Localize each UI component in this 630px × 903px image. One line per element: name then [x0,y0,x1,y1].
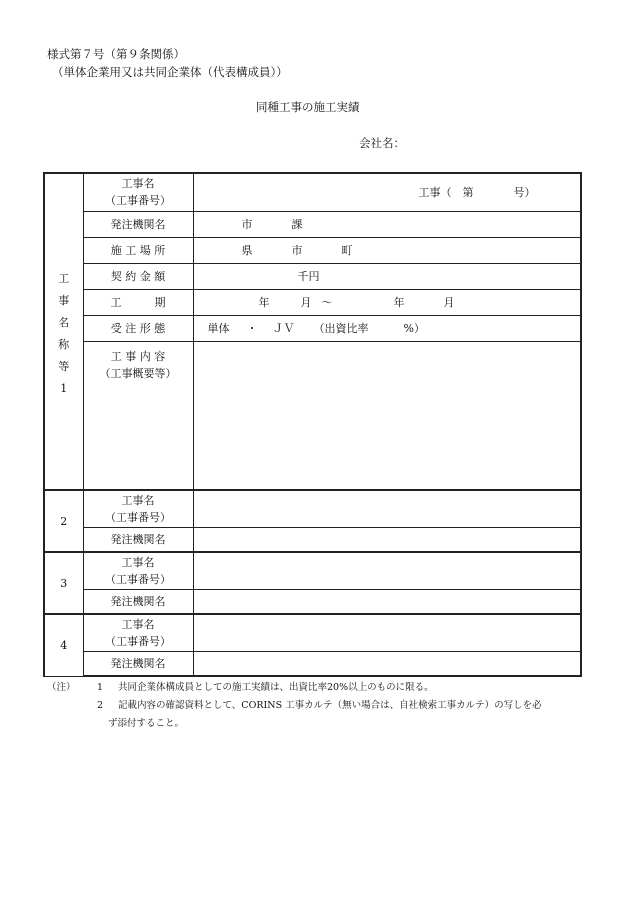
construction-period-label: 工 期 [83,289,193,315]
construction-site-field[interactable]: 県 市 町 [193,237,581,263]
ordering-agency-field[interactable]: 市 課 [193,211,581,237]
company-name-label: 会社名： [359,136,405,150]
contract-amount-field[interactable]: 千円 [193,263,581,289]
construction-site-label: 施 工 場 所 [83,237,193,263]
order-type-field[interactable]: 単体 ・ ＪＶ （出資比率 %） [193,315,581,341]
section-2-number: 2 [44,490,83,552]
project-name-label: 工事名 （工事番号） [83,552,193,589]
section-3-number: 3 [44,552,83,614]
contract-amount-label: 契 約 金 額 [83,263,193,289]
construction-period-field[interactable]: 年 月 ～ 年 月 [193,289,581,315]
project-name-label: 工事名 （工事番号） [83,614,193,651]
form-number: 様式第７号（第９条関係） [47,47,185,61]
ordering-agency-label: 発注機関名 [83,589,193,614]
work-content-label: 工 事 内 容 （工事概要等） [83,341,193,490]
section-1-char: 事 [58,294,70,307]
note-1-number: 1 [97,682,104,693]
note-2-number: 2 [97,700,104,711]
form-subtitle: （単体企業用又は共同企業体（代表構成員）） [52,65,288,79]
ordering-agency-field[interactable] [193,527,581,552]
ordering-agency-field[interactable] [193,651,581,676]
note-2-text: 記載内容の確認資料として、CORINS 工事カルテ（無い場合は、自社検索工事カルテ）の写しを必 [118,700,542,711]
project-name-field[interactable]: 工事（ 第 号） [193,173,581,211]
section-1-number: 1 [60,382,68,395]
construction-record-table [43,172,582,677]
ordering-agency-label: 発注機関名 [83,527,193,552]
project-name-label: 工事名 （工事番号） [83,173,193,211]
document-title: 同種工事の施工実績 [256,100,360,114]
project-name-label: 工事名 （工事番号） [83,490,193,527]
order-type-label: 受 注 形 態 [83,315,193,341]
section-1-char: 等 [58,360,70,373]
notes-prefix: （注） [47,682,76,693]
note-1-text: 共同企業体構成員としての施工実績は、出資比率20%以上のものに限る。 [118,682,434,693]
section-1-label [44,173,83,490]
work-content-field[interactable] [193,341,581,490]
section-4-number: 4 [44,614,83,676]
section-1-char: 称 [58,338,70,351]
note-2-text-cont: ず添付すること。 [108,718,185,729]
ordering-agency-label: 発注機関名 [83,651,193,676]
section-1-char: 工 [58,272,70,285]
project-name-field[interactable] [193,552,581,589]
section-1-char: 名 [58,316,70,329]
project-name-field[interactable] [193,490,581,527]
project-name-field[interactable] [193,614,581,651]
ordering-agency-label: 発注機関名 [83,211,193,237]
ordering-agency-field[interactable] [193,589,581,614]
